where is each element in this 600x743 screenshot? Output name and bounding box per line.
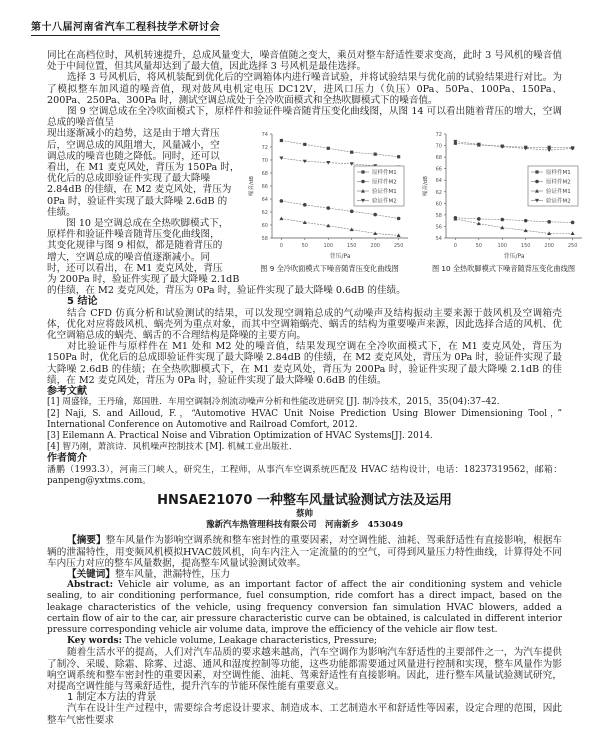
x-tick-label: 250 [567, 243, 577, 250]
marker-square [373, 153, 376, 156]
abstract-cn: 整车风量作为影响空调系统和整车密封性的重要因素，对空调性能、油耗、驾乘舒适性有直接影响，根据车辆的泄漏特性，用变频风机模拟HVAC鼓风机，向车内注入一定流量的的空气，可得到风量压力特性曲线，计算得处不同车内压力对应的整车风量数据，提高整车风量试验测试效率。 [47, 535, 563, 569]
y-tick-label: 54 [435, 236, 442, 243]
marker-square [361, 171, 364, 174]
y-tick-label: 68 [435, 155, 442, 162]
marker-triangle-down [547, 149, 551, 153]
figure-9 [246, 128, 414, 273]
top-text [47, 50, 562, 128]
left-column-line: 增大，空调总成的噪音值逐渐减小。同 [47, 251, 211, 263]
x-tick-label: 150 [520, 243, 530, 250]
x-axis-label: 背压/Pa [502, 253, 525, 261]
legend-label: 验证件M2 [545, 198, 571, 205]
reference-item: [3] Eilemann A. Practical Noise and Vibration Optimization of HVAC Systems[J]. 2014. [47, 430, 433, 441]
marker-circle [373, 213, 377, 217]
page-body [47, 50, 577, 726]
abstract-cn-label: 【摘要】 [67, 535, 106, 547]
section-1-text: 汽车在设计生产过程中，需要综合考虑设计要求、制造成本、工艺制造水平和舒适性等因素，设定合理的范围，因此整车气密性要求 [47, 703, 562, 726]
x-tick-label: 0 [279, 243, 283, 250]
x-tick-label: 200 [369, 243, 380, 250]
marker-circle [396, 217, 400, 221]
y-tick-label: 68 [261, 171, 268, 178]
left-column-line: 调总成的噪音也随之降低。同时，还可以 [47, 150, 220, 162]
marker-circle [303, 203, 307, 207]
marker-triangle-up [570, 232, 574, 236]
legend-label: 原样件M2 [545, 179, 571, 186]
paper-title: HNSAE21070 一种整车风量试验测试方法及运用 [157, 492, 452, 508]
marker-circle [349, 210, 353, 214]
paragraph: 图 9 空调总成在全冷吹面模式下，原样件和验证件噪音随背压变化曲线图，从图 14 可以看出随着背压的增大，空调总成的噪音值呈 [47, 106, 562, 129]
text-and-figures-row [47, 128, 577, 286]
legend-label: 原样件M1 [371, 170, 397, 177]
legend-label: 验证件M1 [545, 189, 571, 196]
paragraph: 选择 3 号风机后，将风机装配到优化后的空调箱体内进行噪音试验，并将试验结果与优化前的试验结果进行对比。为了模拟整车加风道的噪音值，现对鼓风电机定电压 DC12V，进风口压力（负压）0Pa、50Pa、100Pa、150Pa、200Pa、250Pa、300Pa 时，测试空调总成处于全冷吹面模式和全热吹脚模式下的噪音值。 [47, 72, 562, 106]
section-1-heading: 1 制定本方法的背景 [67, 692, 157, 704]
keywords-cn-label: 【关键词】 [67, 568, 115, 580]
left-column-line: 为 200Pa 时，验证件实现了最大降噪 2.1dB [47, 274, 240, 286]
series-line-原样件M2 [455, 218, 572, 223]
y-tick-label: 62 [261, 210, 268, 217]
marker-circle [279, 200, 283, 204]
left-column-line: 佳绩。 [47, 206, 76, 218]
left-column-line: 其变化规律与图 9 相似，都是随着背压的 [47, 240, 223, 252]
left-column-line: 2.84dB 的佳绩，在 M2 麦克风处，背压为 [47, 184, 232, 196]
left-column-line: 时，还可以看出，在 M1 麦克风处，背压 [47, 262, 223, 274]
marker-square [350, 151, 353, 154]
author-bio-text: 潘鹏（1993.3），河南三门峡人，研究生，工程师，从事汽车空调系统匹配及 HVAC 结构设计，电话：18237319562，邮箱：panpeng@yxtms.com。 [47, 464, 562, 486]
abstract-en: Vehicle air volume, as an important factor of affect the air conditioning system and vehicle sealing, to air conditioning performance, fuel consumption, ride comfort has a direct impact, based on the leakage characteristics of the vehicle, using frequency conversion fan simulation HVAC blowers, added a certain flow of air to the car, air pressure characteristic curve can be obtained, is calculated in different interior pressure corresponding vehicle air volume data, improve the efficiency of the vehicle air flow test. [47, 580, 562, 635]
figure-9-caption: 图 9 全冷吹面模式下噪音随背压变化曲线图 [260, 264, 399, 274]
marker-square [397, 156, 400, 159]
y-tick-label: 70 [261, 158, 268, 165]
paper-author: 蔡帅 [295, 508, 313, 519]
y-tick-label: 72 [261, 145, 268, 152]
figure-10-caption: 图 10 全热吹脚模式下噪音随背压变化曲线图 [431, 264, 576, 274]
y-axis-label: 噪音/dB [248, 176, 255, 197]
x-tick-label: 200 [543, 243, 554, 250]
y-tick-label: 60 [435, 201, 442, 208]
y-tick-label: 62 [435, 190, 442, 197]
left-column-line: 后，空调总成的风阻增大，风量减小，空 [47, 139, 220, 151]
left-column-text [47, 128, 240, 285]
x-tick-label: 100 [497, 243, 507, 250]
x-tick-label: 0 [453, 243, 457, 250]
left-column-line: 0Pa 时，验证件实现了最大降噪 2.6dB 的 [47, 195, 228, 207]
y-tick-label: 64 [435, 178, 442, 185]
marker-square [535, 171, 538, 174]
y-axis-label: 噪音/dB [422, 176, 429, 197]
keywords-en-label: Key words: [67, 636, 122, 647]
paper-affiliation: 豫新汽车热管理科技有限公司 河南新乡 453049 [206, 520, 403, 531]
reference-item: [2] Naji, S. and Ailloud, F.，“Automotive HVAC Unit Noise Prediction Using Blower Dimensioning Tool，” International Conference on Automotive and Railroad Comfort, 2012. [47, 408, 562, 430]
paragraph: 同比在高档位时，风机转速提升，总成风量变大，噪音值随之变大，乘员对整车舒适性要求变高，此时 3 号风机的噪音值处于中间位置，但其风量却达到了最大值，因此选择 3 号风机是最佳选择。 [47, 50, 562, 73]
legend-label: 验证件M2 [371, 198, 397, 205]
paper-body [47, 535, 562, 725]
conclusion-heading: 5 结论 [67, 296, 98, 308]
y-tick-label: 58 [261, 236, 268, 243]
marker-circle [570, 221, 574, 225]
series-line-验证件M2 [455, 142, 572, 151]
legend-label: 原样件M1 [545, 170, 571, 177]
abstract-en-label: Abstract: [67, 580, 114, 591]
y-tick-label: 70 [435, 143, 442, 150]
y-tick-label: 74 [261, 132, 268, 139]
marker-circle [535, 180, 539, 184]
left-column-line: 看出，在 M1 麦克风处，背压为 150Pa 时， [47, 162, 240, 174]
x-tick-label: 100 [323, 243, 333, 250]
figure-10 [420, 128, 588, 273]
keywords-en: The vehicle volume, Leakage characteristics, Pressure; [124, 636, 378, 647]
x-tick-label: 150 [346, 243, 356, 250]
keywords-cn: 整车风量，泄漏特性，压力 [114, 568, 231, 580]
left-column-line: 现出逐渐减小的趋势，这是由于增大背压 [47, 128, 220, 140]
y-tick-label: 64 [261, 197, 268, 204]
legend-label: 原样件M2 [371, 179, 397, 186]
author-bio-heading: 作者简介 [47, 453, 87, 465]
series-line-验证件M1 [455, 219, 572, 233]
references-heading: 参考文献 [47, 386, 87, 398]
continuation-line: 的佳绩，在 M2 麦克风处，背压为 0Pa 时，验证件实现了最大降噪 0.6dB 的佳绩。 [47, 285, 406, 297]
marker-circle [361, 180, 365, 184]
series-line-原样件M1 [281, 141, 398, 157]
marker-square [279, 139, 282, 142]
left-column-line: 图 10 是空调总成在全热吹脚模式下， [47, 218, 229, 230]
marker-circle [326, 207, 330, 211]
y-tick-label: 72 [435, 132, 442, 139]
conclusion-section [47, 296, 562, 486]
y-tick-label: 66 [261, 184, 268, 191]
marker-square [326, 147, 329, 150]
y-tick-label: 58 [435, 213, 442, 220]
intro-paragraph: 随着生活水平的提高，人们对汽车品质的要求越来越高，汽车空调作为影响汽车舒适性的主要部件之一，为汽车提供了制冷、采暖、除霜、除雾、过滤、通风和湿度控制等功能，这些功能都需要通过风量进行控制和实现，整车风量作为影响空调系统和整车密封性的重要因素，对空调性能、油耗、驾乘舒适性有直接影响。因此，进行整车风量试验测试研究，对提高空调性能与驾乘舒适性，提升汽车的节能环保性能有重要意义。 [47, 647, 562, 692]
x-axis-label: 背压/Pa [328, 253, 351, 261]
paragraph: 对比验证件与原样件在 M1 处和 M2 处的噪音值，结果发现空调在全冷吹面模式下，在 M1 麦克风处，背压为 150Pa 时，优化后的总成即验证件实现了最大降噪 2.84dB 的佳绩，在 M2 麦克风处，背压为 0Pa 时，验证件实现了最大降噪 2.6dB 的佳绩；在全热吹脚模式下，在 M1 麦克风处，背压为 200Pa 时，验证件实现了最大降噪 2.1dB 的佳绩，在 M2 麦克风处，背压为 0Pa 时，验证件实现了最大降噪 0.6dB 的佳绩。 [47, 341, 562, 386]
chart-figure-9 [246, 128, 414, 264]
reference-item: [1] 周盛锋，王丹瑜，郑国胜．车用空调制冷剂流动噪声分析和性能改进研究 [J]. 制冷技术，2015，35(04):37–42. [47, 397, 500, 408]
marker-square [303, 143, 306, 146]
marker-triangle-up [279, 217, 283, 221]
legend-label: 验证件M1 [371, 189, 397, 196]
reference-item: [4] 智乃刚，萧滨诗．风机噪声控制技术 [M]. 机械工业出版社． [47, 442, 298, 453]
marker-circle [547, 220, 551, 224]
marker-circle [477, 218, 481, 222]
marker-circle [500, 218, 504, 222]
y-tick-label: 60 [261, 223, 268, 230]
marker-circle [523, 219, 527, 223]
running-header: 第十八届河南省汽车工程科技学术研讨会 [31, 22, 220, 36]
series-line-验证件M1 [281, 219, 398, 236]
y-tick-label: 56 [435, 224, 442, 231]
left-column-line: 原样件和验证件噪音随背压变化曲线图， [47, 229, 220, 241]
chart-figure-10 [420, 128, 588, 264]
paragraph: 结合 CFD 仿真分析和试验测试的结果，可以发现空调箱总成的气动噪声及结构振动主要来源于鼓风机及空调箱壳体，优化对应将鼓风机、蜗壳列为重点对象，而其中空调箱蜗壳、蜗舌的结构为重要噪声来源，因此选择合适的风机、优化空调箱总成的蜗壳、蜗舌的不合理结构是降噪的主要方向。 [47, 307, 562, 342]
series-line-原样件M1 [455, 144, 572, 149]
x-tick-label: 50 [301, 243, 308, 250]
left-column-line: 优化后的总成即验证件实现了最大降噪 [47, 173, 211, 185]
y-tick-label: 66 [435, 167, 442, 174]
x-tick-label: 250 [393, 243, 403, 250]
marker-square [547, 146, 550, 149]
x-tick-label: 50 [475, 243, 482, 250]
